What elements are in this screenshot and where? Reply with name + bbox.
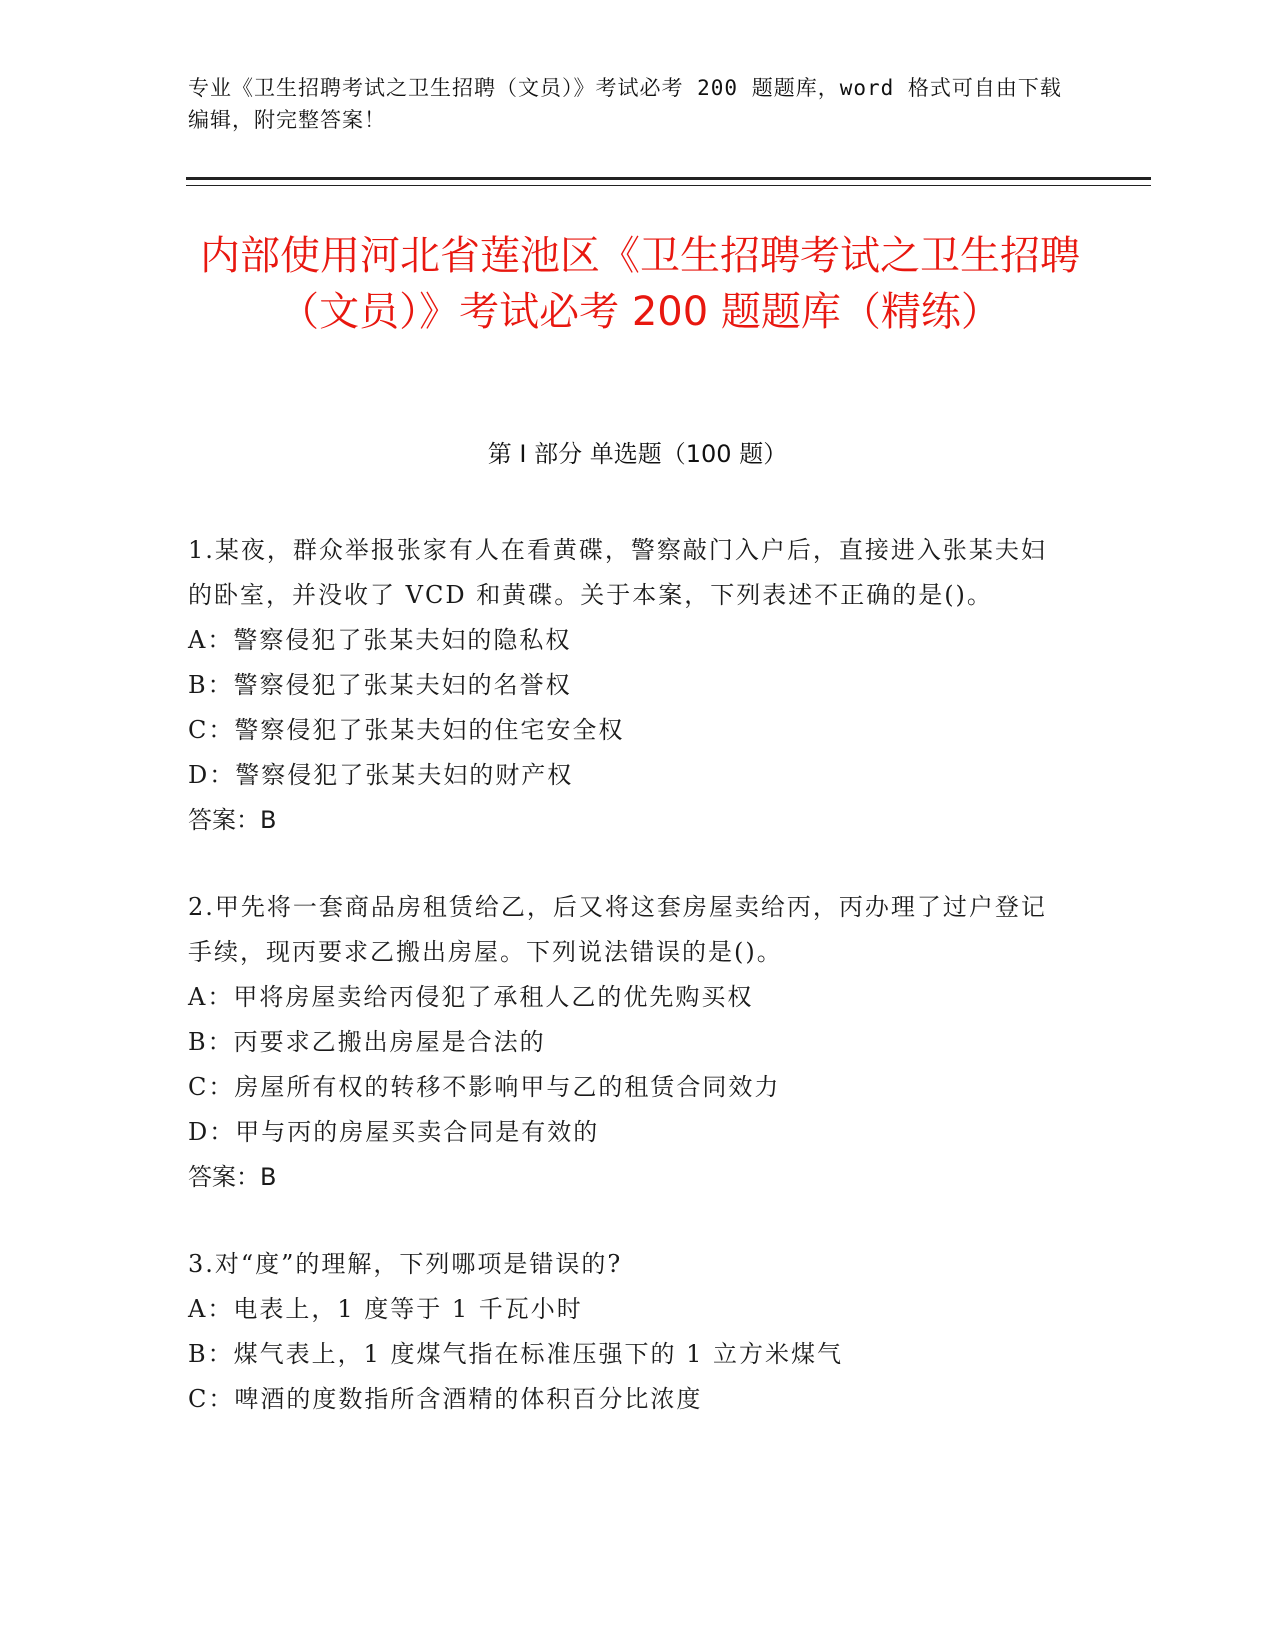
question-stem: 3.对“度”的理解，下列哪项是错误的?: [188, 1250, 623, 1278]
option-a: A：甲将房屋卖给丙侵犯了承租人乙的优先购买权: [188, 983, 754, 1011]
question-stem: 1.某夜，群众举报张家有人在看黄碟，警察敲门入户后，直接进入张某夫妇的卧室，并没收了 VCD 和黄碟。关于本案，下列表述不正确的是()。: [188, 536, 1047, 609]
option-a: A：警察侵犯了张某夫妇的隐私权: [188, 626, 572, 654]
option-d: D：甲与丙的房屋买卖合同是有效的: [188, 1118, 600, 1146]
option-c: C：房屋所有权的转移不影响甲与乙的租赁合同效力: [188, 1073, 781, 1101]
option-c: C：啤酒的度数指所含酒精的体积百分比浓度: [188, 1385, 703, 1413]
question-list: [188, 528, 1068, 1464]
question-1: [188, 528, 1068, 843]
section-heading: 第 I 部分 单选题（100 题）: [487, 440, 788, 468]
option-b: B：警察侵犯了张某夫妇的名誉权: [188, 671, 572, 699]
option-d: D：警察侵犯了张某夫妇的财产权: [188, 761, 574, 789]
option-a: A：电表上，1 度等于 1 千瓦小时: [188, 1295, 583, 1323]
option-b: B：丙要求乙搬出房屋是合法的: [188, 1028, 546, 1056]
answer-line: 答案：B: [188, 1163, 277, 1191]
header-note: 专业《卫生招聘考试之卫生招聘（文员）》考试必考 200 题题库，word 格式可自由下载编辑，附完整答案！: [188, 76, 1062, 132]
header-rule-thin: [186, 185, 1151, 186]
option-b: B：煤气表上，1 度煤气指在标准压强下的 1 立方米煤气: [188, 1340, 844, 1368]
document-title: 内部使用河北省莲池区《卫生招聘考试之卫生招聘（文员）》考试必考 200 题题库（精练）: [200, 233, 1080, 335]
question-3: [188, 1242, 1068, 1422]
question-stem: 2.甲先将一套商品房租赁给乙，后又将这套房屋卖给丙，丙办理了过户登记手续，现丙要求乙搬出房屋。下列说法错误的是()。: [188, 893, 1047, 966]
answer-line: 答案：B: [188, 806, 277, 834]
header-rule-thick: [186, 177, 1151, 180]
question-2: [188, 885, 1068, 1200]
option-c: C：警察侵犯了张某夫妇的住宅安全权: [188, 716, 625, 744]
